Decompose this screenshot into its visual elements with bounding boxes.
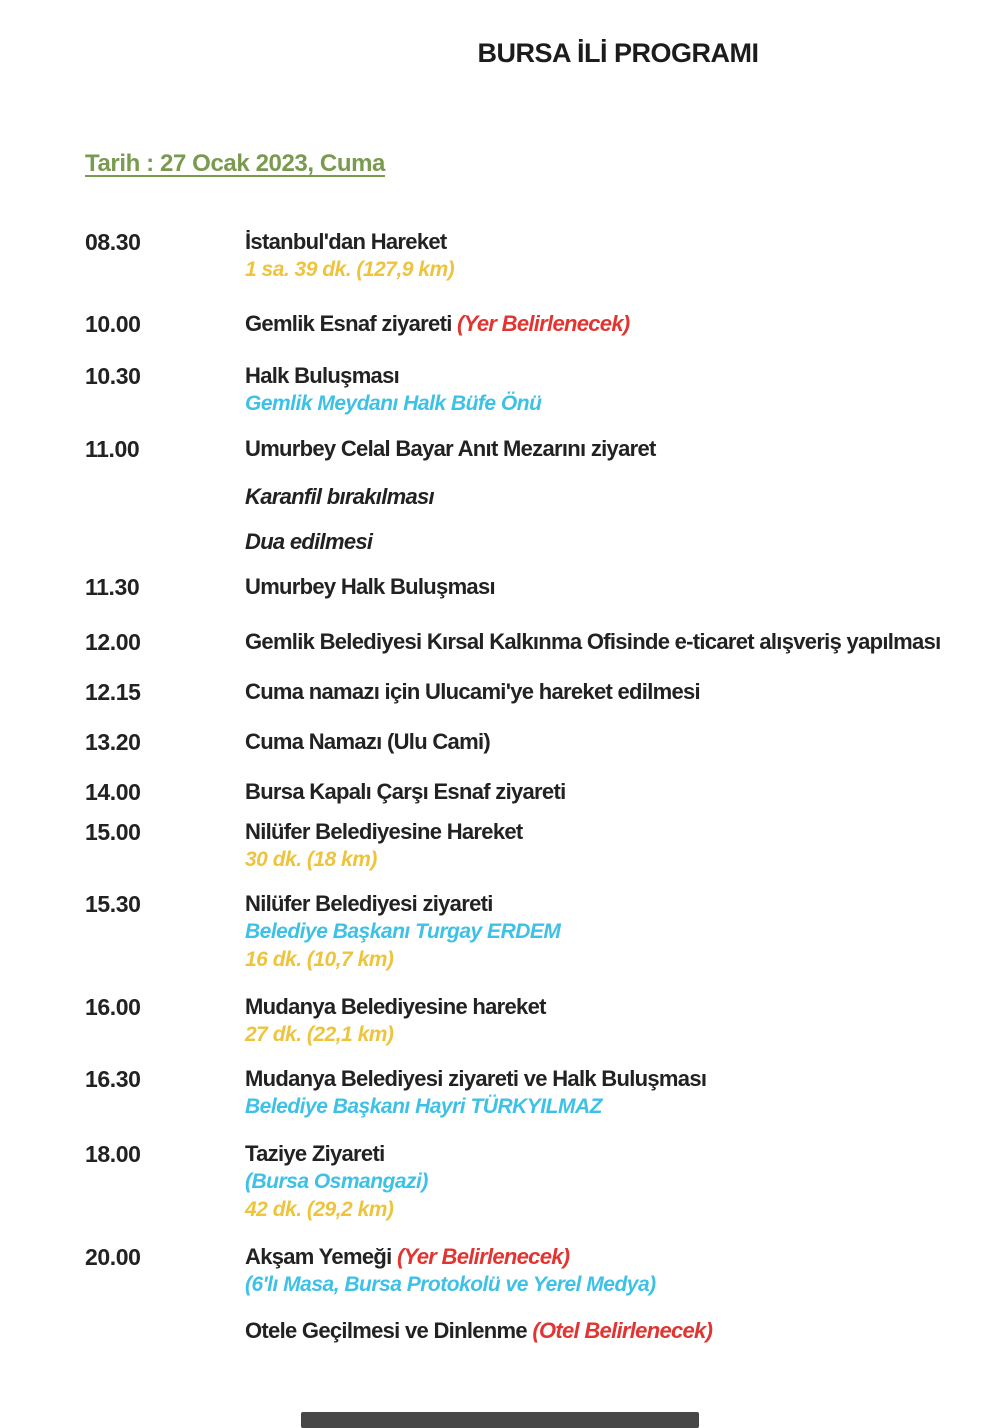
activity-title: Umurbey Halk Buluşması xyxy=(245,574,495,599)
schedule-row xyxy=(85,818,995,874)
time-label: 08.30 xyxy=(85,229,141,255)
activity-title: Gemlik Belediyesi Kırsal Kalkınma Ofisinde e-ticaret alışveriş yapılması xyxy=(245,629,941,654)
activity-sub-duration: 1 sa. 39 dk. (127,9 km) xyxy=(245,258,455,281)
activity-title: Halk Buluşması xyxy=(245,363,400,388)
schedule-row xyxy=(85,678,995,706)
schedule-row xyxy=(85,362,995,418)
activity-sub-info: Belediye Başkanı Hayri TÜRKYILMAZ xyxy=(245,1095,602,1118)
time-label: 11.30 xyxy=(85,574,140,600)
activity-title: Mudanya Belediyesi ziyareti ve Halk Buluşması xyxy=(245,1066,707,1091)
time-label: 16.30 xyxy=(85,1066,141,1092)
time-label: 10.30 xyxy=(85,363,141,389)
time-label: 12.15 xyxy=(85,679,141,705)
activity-sub-duration: 16 dk. (10,7 km) xyxy=(245,948,394,971)
activity-title: Otele Geçilmesi ve Dinlenme xyxy=(245,1318,527,1343)
activity-note-red: (Yer Belirlenecek) xyxy=(396,1244,570,1269)
activity-title: Mudanya Belediyesine hareket xyxy=(245,994,546,1019)
activity-sub-duration: 30 dk. (18 km) xyxy=(245,848,377,871)
activity-title: Nilüfer Belediyesine Hareket xyxy=(245,819,523,844)
activity-sub-info: (6'lı Masa, Bursa Protokolü ve Yerel Medya) xyxy=(245,1273,656,1296)
schedule xyxy=(85,228,995,1345)
time-label: 15.30 xyxy=(85,891,141,917)
activity-title: Nilüfer Belediyesi ziyareti xyxy=(245,891,493,916)
schedule-row xyxy=(85,1243,995,1299)
time-label: 13.20 xyxy=(85,729,141,755)
schedule-row xyxy=(85,435,995,463)
schedule-row xyxy=(85,890,995,974)
activity-title: Gemlik Esnaf ziyareti xyxy=(245,311,452,336)
activity-title: Bursa Kapalı Çarşı Esnaf ziyareti xyxy=(245,779,566,804)
time-label: 15.00 xyxy=(85,819,141,845)
activity-title: Dua edilmesi xyxy=(245,529,373,554)
activity-title: Taziye Ziyareti xyxy=(245,1141,385,1166)
activity-sub-duration: 42 dk. (29,2 km) xyxy=(245,1198,394,1221)
activity-sub-duration: 27 dk. (22,1 km) xyxy=(245,1023,394,1046)
date-heading: Tarih : 27 Ocak 2023, Cuma xyxy=(85,150,385,177)
page-title: BURSA İLİ PROGRAMI xyxy=(477,38,759,68)
activity-title: Cuma Namazı (Ulu Cami) xyxy=(245,729,490,754)
activity-title: Cuma namazı için Ulucami'ye hareket edilmesi xyxy=(245,679,700,704)
activity-sub-info: Belediye Başkanı Turgay ERDEM xyxy=(245,920,561,943)
home-indicator-bar[interactable] xyxy=(301,1412,699,1428)
time-label: 14.00 xyxy=(85,779,141,805)
time-label: 18.00 xyxy=(85,1141,141,1167)
activity-title: Karanfil bırakılması xyxy=(245,484,434,509)
schedule-row xyxy=(85,228,995,284)
activity-title: Umurbey Celal Bayar Anıt Mezarını ziyaret xyxy=(245,436,656,461)
schedule-row xyxy=(85,993,995,1049)
schedule-row xyxy=(85,528,995,556)
schedule-row xyxy=(85,1317,995,1345)
schedule-row xyxy=(85,310,995,338)
activity-title: İstanbul'dan Hareket xyxy=(245,229,447,254)
schedule-row xyxy=(85,628,995,656)
activity-sub-info: Gemlik Meydanı Halk Büfe Önü xyxy=(245,392,542,415)
activity-note-red: (Yer Belirlenecek) xyxy=(457,311,630,336)
time-label: 11.00 xyxy=(85,436,140,462)
schedule-row xyxy=(85,778,995,806)
activity-sub-info: (Bursa Osmangazi) xyxy=(245,1170,428,1193)
schedule-row xyxy=(85,483,995,511)
schedule-row xyxy=(85,573,995,601)
activity-note-red: (Otel Belirlenecek) xyxy=(532,1318,713,1343)
time-label: 10.00 xyxy=(85,311,141,337)
schedule-row xyxy=(85,1065,995,1121)
activity-title: Akşam Yemeği xyxy=(245,1244,392,1269)
time-label: 12.00 xyxy=(85,629,141,655)
schedule-row xyxy=(85,1140,995,1224)
time-label: 20.00 xyxy=(85,1244,141,1270)
schedule-row xyxy=(85,728,995,756)
time-label: 16.00 xyxy=(85,994,141,1020)
